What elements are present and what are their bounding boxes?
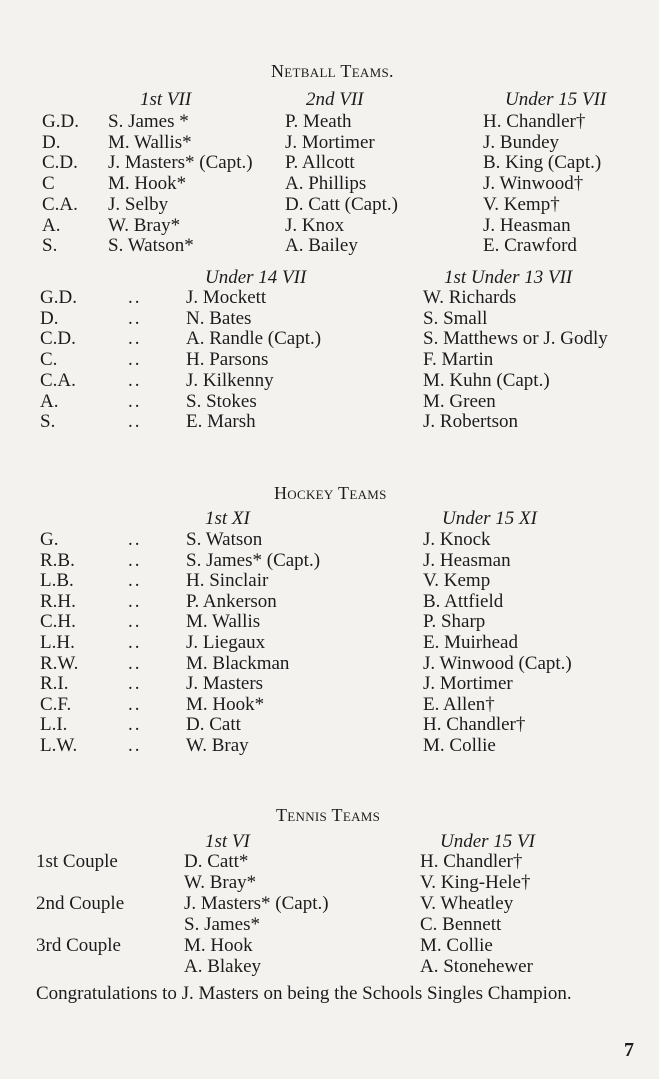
congratulations-note: Congratulations to J. Masters on being the Schools Singles Champion. (36, 983, 572, 1004)
player-name: S. James* (Capt.) (186, 549, 321, 571)
player-name: J. Bundey (483, 131, 559, 153)
position-label: G. (40, 529, 59, 550)
position-label: C.H. (40, 611, 76, 633)
player-name: J. Selby (108, 193, 169, 215)
player-name: P. Ankerson (186, 590, 277, 612)
couple-label: 1st Couple (36, 851, 118, 872)
player-name: J. Mortimer (285, 131, 375, 153)
player-name: A. Stonehewer (420, 956, 533, 977)
player-name: M. Wallis* (108, 131, 192, 153)
leader-dots: .. (128, 735, 142, 756)
player-name: W. Bray (186, 735, 249, 756)
player-name: S. James * (108, 111, 189, 132)
player-name: B. Attfield (423, 590, 504, 612)
player-name: W. Bray* (184, 872, 257, 893)
column-header: 2nd VII (306, 89, 364, 110)
player-name: V. King-Hele† (420, 872, 531, 893)
player-name: J. Robertson (423, 411, 518, 433)
player-name: F. Martin (423, 349, 494, 371)
player-name: M. Green (423, 390, 496, 412)
player-name: S. Watson (186, 529, 263, 550)
player-name: P. Allcott (285, 152, 355, 174)
player-name: J. Mortimer (423, 673, 513, 695)
position-label: C.F. (40, 693, 72, 715)
position-label: D. (42, 131, 61, 153)
leader-dots: .. (128, 693, 142, 715)
position-label: S. (40, 411, 56, 433)
leader-dots: .. (128, 287, 142, 308)
player-name: A. Blakey (184, 956, 262, 977)
leader-dots: .. (128, 349, 142, 371)
player-name: W. Richards (423, 287, 517, 308)
position-label: R.I. (40, 673, 69, 695)
player-name: J. Liegaux (186, 632, 266, 653)
column-header: Under 15 VI (440, 831, 535, 852)
player-name: A. Phillips (285, 173, 367, 195)
player-name: D. Catt (186, 714, 241, 736)
player-name: D. Catt (Capt.) (285, 193, 398, 215)
column-header: 1st VII (140, 89, 192, 110)
column-header: Under 15 XI (442, 508, 537, 529)
column-header: Under 15 VII (505, 89, 607, 110)
player-name: E. Marsh (186, 411, 256, 433)
player-name: H. Chandler† (423, 714, 526, 736)
player-name: M. Hook* (186, 693, 265, 715)
player-name: J. Masters (186, 673, 264, 695)
leader-dots: .. (128, 369, 142, 391)
player-name: S. Small (423, 307, 488, 329)
position-label: L.W. (40, 735, 78, 756)
position-label: L.I. (40, 714, 68, 736)
player-name: J. Winwood† (483, 173, 584, 195)
position-label: A. (42, 214, 61, 236)
position-label: C (42, 173, 55, 195)
player-name: V. Kemp (423, 570, 491, 592)
player-name: J. Winwood (Capt.) (423, 652, 572, 674)
leader-dots: .. (128, 632, 142, 653)
leader-dots: .. (128, 390, 142, 412)
player-name: P. Sharp (423, 611, 486, 633)
position-label: R.B. (40, 549, 75, 571)
position-label: D. (40, 307, 59, 329)
column-header: Under 14 VII (205, 267, 307, 288)
player-name: J. Masters* (Capt.) (108, 152, 253, 174)
leader-dots: .. (128, 652, 142, 674)
position-label: L.B. (40, 570, 74, 592)
couple-label: 3rd Couple (36, 935, 121, 956)
position-label: G.D. (40, 287, 77, 308)
player-name: C. Bennett (420, 914, 502, 935)
leader-dots: .. (128, 590, 142, 612)
player-name: J. Mockett (186, 287, 267, 308)
player-name: J. Knock (423, 529, 491, 550)
player-name: S. Matthews or J. Godly (423, 328, 608, 350)
hockey-title: Hockey Teams (274, 483, 387, 503)
player-name: M. Collie (420, 935, 493, 956)
player-name: H. Chandler† (483, 111, 586, 132)
player-name: N. Bates (186, 307, 252, 329)
tennis-title: Tennis Teams (276, 805, 381, 825)
couple-label: 2nd Couple (36, 893, 125, 914)
position-label: G.D. (42, 111, 79, 132)
player-name: E. Muirhead (423, 632, 518, 653)
leader-dots: .. (128, 714, 142, 736)
position-label: R.W. (40, 652, 79, 674)
leader-dots: .. (128, 673, 142, 695)
player-name: M. Collie (423, 735, 496, 756)
leader-dots: .. (128, 307, 142, 329)
column-header: 1st XI (205, 508, 250, 529)
player-name: S. Stokes (186, 390, 257, 412)
player-name: J. Kilkenny (186, 369, 274, 391)
player-name: J. Heasman (423, 549, 511, 571)
position-label: S. (42, 235, 58, 257)
player-name: D. Catt* (184, 851, 249, 872)
netball-title: Netball Teams. (271, 61, 394, 81)
leader-dots: .. (128, 549, 142, 571)
player-name: M. Wallis (186, 611, 261, 633)
player-name: A. Randle (Capt.) (186, 328, 322, 350)
player-name: M. Hook (184, 935, 253, 956)
player-name: E. Allen† (423, 693, 495, 715)
player-name: J. Knox (285, 214, 345, 236)
player-name: J. Masters* (Capt.) (184, 893, 329, 914)
player-name: W. Bray* (108, 214, 181, 236)
player-name: M. Kuhn (Capt.) (423, 369, 550, 391)
column-header: 1st Under 13 VII (444, 267, 573, 288)
page-number: 7 (624, 1039, 634, 1061)
player-name: M. Blackman (186, 652, 290, 674)
position-label: C.D. (40, 328, 76, 350)
player-name: A. Bailey (285, 235, 358, 257)
player-name: V. Kemp† (483, 193, 560, 215)
position-label: R.H. (40, 590, 76, 612)
player-name: E. Crawford (483, 235, 577, 257)
player-name: P. Meath (285, 111, 352, 132)
position-label: C.A. (40, 369, 76, 391)
player-name: H. Sinclair (186, 570, 269, 592)
position-label: C. (40, 349, 58, 371)
player-name: H. Chandler† (420, 851, 523, 872)
player-name: V. Wheatley (420, 893, 514, 914)
column-header: 1st VI (205, 831, 250, 852)
leader-dots: .. (128, 328, 142, 350)
player-name: J. Heasman (483, 214, 571, 236)
leader-dots: .. (128, 411, 142, 433)
player-name: H. Parsons (186, 349, 269, 371)
leader-dots: .. (128, 570, 142, 592)
player-name: S. James* (184, 914, 260, 935)
player-name: B. King (Capt.) (483, 152, 602, 174)
position-label: C.D. (42, 152, 78, 174)
position-label: C.A. (42, 193, 78, 215)
leader-dots: .. (128, 529, 142, 550)
leader-dots: .. (128, 611, 142, 633)
position-label: L.H. (40, 632, 75, 653)
position-label: A. (40, 390, 59, 412)
player-name: M. Hook* (108, 173, 187, 195)
player-name: S. Watson* (108, 235, 194, 257)
